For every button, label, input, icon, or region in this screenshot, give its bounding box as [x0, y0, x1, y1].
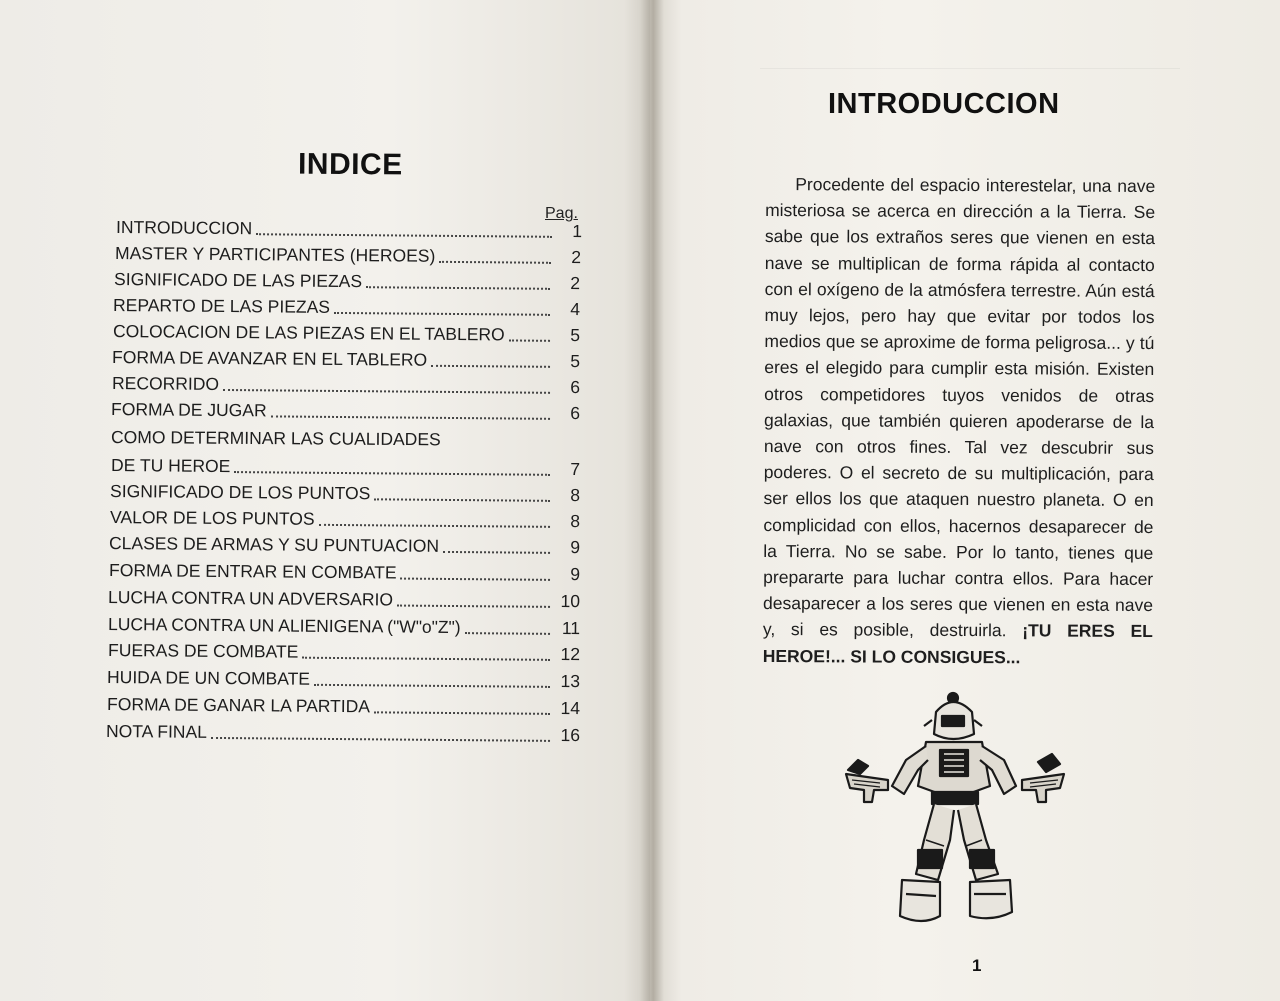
toc-entry-title: COMO DETERMINAR LAS CUALIDADES: [111, 427, 441, 450]
toc-entry-title: MASTER Y PARTICIPANTES (HEROES): [115, 243, 436, 266]
toc-entry-title: HUIDA DE UN COMBATE: [107, 667, 311, 689]
toc-leader-dots: [374, 497, 550, 502]
toc-leader-dots: [465, 631, 550, 635]
toc-leader-dots: [271, 414, 550, 419]
toc-entry-page: 9: [570, 537, 581, 558]
toc-entry[interactable]: [108, 637, 580, 665]
toc-entry[interactable]: [108, 611, 580, 639]
toc-leader-dots: [439, 260, 551, 264]
toc-entry-page: 6: [570, 403, 581, 424]
toc-entry-title: CLASES DE ARMAS Y SU PUNTUACION: [109, 533, 440, 556]
toc-leader-dots: [302, 656, 550, 661]
toc-entry-title: SIGNIFICADO DE LAS PIEZAS: [114, 269, 363, 292]
toc-entry-title: REPARTO DE LAS PIEZAS: [113, 295, 331, 317]
toc-entry-page: 5: [570, 324, 581, 346]
toc-entry[interactable]: [111, 424, 580, 451]
page-column-label: Pag.: [545, 205, 578, 222]
toc-leader-dots: [431, 364, 550, 368]
introduction-paragraph: Procedente del espacio interestelar, una nave misteriosa se acerca en dirección a la Tierra. Se sabe que los extraños seres que vienen en esta nave se multiplican de forma rápida al contacto con el oxígeno de la atmósfera terrestre. Aún está muy lejos, pero hay que evitar por todos los medios que se aproxime de forma peligrosa... y tú eres el elegido para cumplir esta misión. Existen otros competidores tuyos venidos de otras galaxias, que también quieren apoderarse de la nave con otros fines. Tal vez descubrir sus poderes. O el secreto de su multiplicación, para ser ellos los que ataquen nuestro planeta. O en complicidad con ellos, hacernos desaparecer de la Tierra. No se sabe. Por lo tanto, tienes que prepararte para luchar contra ellos. Para hacer desaparecer a los seres que vienen en esta nave y, si es posible, destruirla.: [762, 174, 1156, 641]
toc-entry[interactable]: [107, 664, 580, 692]
toc-leader-dots: [397, 604, 550, 608]
show-through-decoration: [760, 48, 1180, 69]
toc-entry-page: 2: [571, 246, 582, 268]
toc-entry[interactable]: [112, 370, 580, 398]
toc-entry-page: 11: [561, 617, 581, 639]
toc-entry-title: DE TU HEROE: [111, 455, 231, 477]
toc-entry-page: 10: [560, 590, 581, 612]
toc-entry-title: FUERAS DE COMBATE: [108, 640, 299, 662]
toc-entry-title: FORMA DE JUGAR: [111, 399, 267, 421]
toc-entry[interactable]: [112, 344, 580, 372]
toc-entry-page: 14: [560, 697, 581, 719]
toc-entry[interactable]: [109, 530, 580, 558]
toc-entry-page: 16: [560, 724, 581, 746]
toc-leader-dots: [334, 311, 550, 316]
toc-entry[interactable]: [110, 478, 580, 506]
toc-entry-page: 5: [570, 350, 581, 372]
toc-entry[interactable]: [116, 214, 582, 242]
toc-leader-dots: [366, 285, 550, 290]
toc-entry[interactable]: [111, 452, 580, 480]
introduction-title: INTRODUCCION: [828, 88, 1060, 120]
toc-entry-page: 12: [560, 643, 581, 665]
toc-entry[interactable]: [109, 557, 580, 585]
toc-leader-dots: [314, 683, 550, 688]
toc-entry-title: FORMA DE ENTRAR EN COMBATE: [109, 560, 397, 583]
toc-entry[interactable]: [107, 691, 580, 719]
index-title: INDICE: [297, 147, 403, 182]
robot-hero-illustration: [840, 690, 1070, 930]
introduction-bold-ending: ¡TU ERES EL HEROE!... SI LO CONSIGUES...: [762, 620, 1153, 667]
toc-entry[interactable]: [115, 240, 581, 268]
toc-entry-title: FORMA DE AVANZAR EN EL TABLERO: [112, 347, 428, 370]
toc-entry[interactable]: [113, 318, 580, 346]
toc-leader-dots: [401, 577, 551, 581]
toc-entry-title: NOTA FINAL: [106, 721, 207, 742]
toc-entry-title: VALOR DE LOS PUNTOS: [110, 507, 315, 529]
toc-entry-title: RECORRIDO: [112, 373, 220, 394]
toc-entry[interactable]: [106, 718, 580, 746]
toc-entry-title: COLOCACION DE LAS PIEZAS EN EL TABLERO: [113, 321, 505, 345]
toc-leader-dots: [256, 232, 552, 238]
toc-entry-page: 7: [570, 459, 581, 480]
toc-entry-title: LUCHA CONTRA UN ADVERSARIO: [108, 587, 394, 610]
toc-leader-dots: [374, 710, 550, 715]
toc-entry-page: 2: [570, 272, 581, 294]
introduction-body: [763, 171, 1156, 671]
toc-entry[interactable]: [108, 584, 580, 612]
toc-entry-page: 13: [560, 670, 581, 692]
toc-entry-title: LUCHA CONTRA UN ALIENIGENA ("W"o"Z"): [108, 614, 461, 638]
toc-entry-title: INTRODUCCION: [116, 217, 253, 239]
toc-entry-page: 1: [572, 220, 583, 242]
toc-leader-dots: [445, 445, 550, 447]
toc-entry-page: 8: [570, 485, 581, 506]
toc-entry[interactable]: [113, 292, 580, 320]
toc-entry[interactable]: [111, 396, 580, 424]
toc-entry-title: FORMA DE GANAR LA PARTIDA: [107, 694, 371, 717]
toc-leader-dots: [234, 470, 550, 476]
toc-leader-dots: [509, 338, 550, 341]
toc-leader-dots: [443, 550, 550, 554]
toc-entry-page: 9: [570, 564, 581, 585]
toc-entry-page: 4: [570, 298, 581, 320]
page-number: 1: [972, 956, 982, 975]
toc-leader-dots: [223, 388, 550, 394]
toc-entry-page: 8: [570, 511, 581, 532]
toc-leader-dots: [211, 736, 550, 742]
toc-entry-title: SIGNIFICADO DE LOS PUNTOS: [110, 481, 371, 504]
toc-entry[interactable]: [114, 266, 580, 294]
toc-entry-page: 6: [570, 376, 581, 398]
toc-entry[interactable]: [110, 504, 580, 532]
toc-leader-dots: [319, 523, 550, 528]
